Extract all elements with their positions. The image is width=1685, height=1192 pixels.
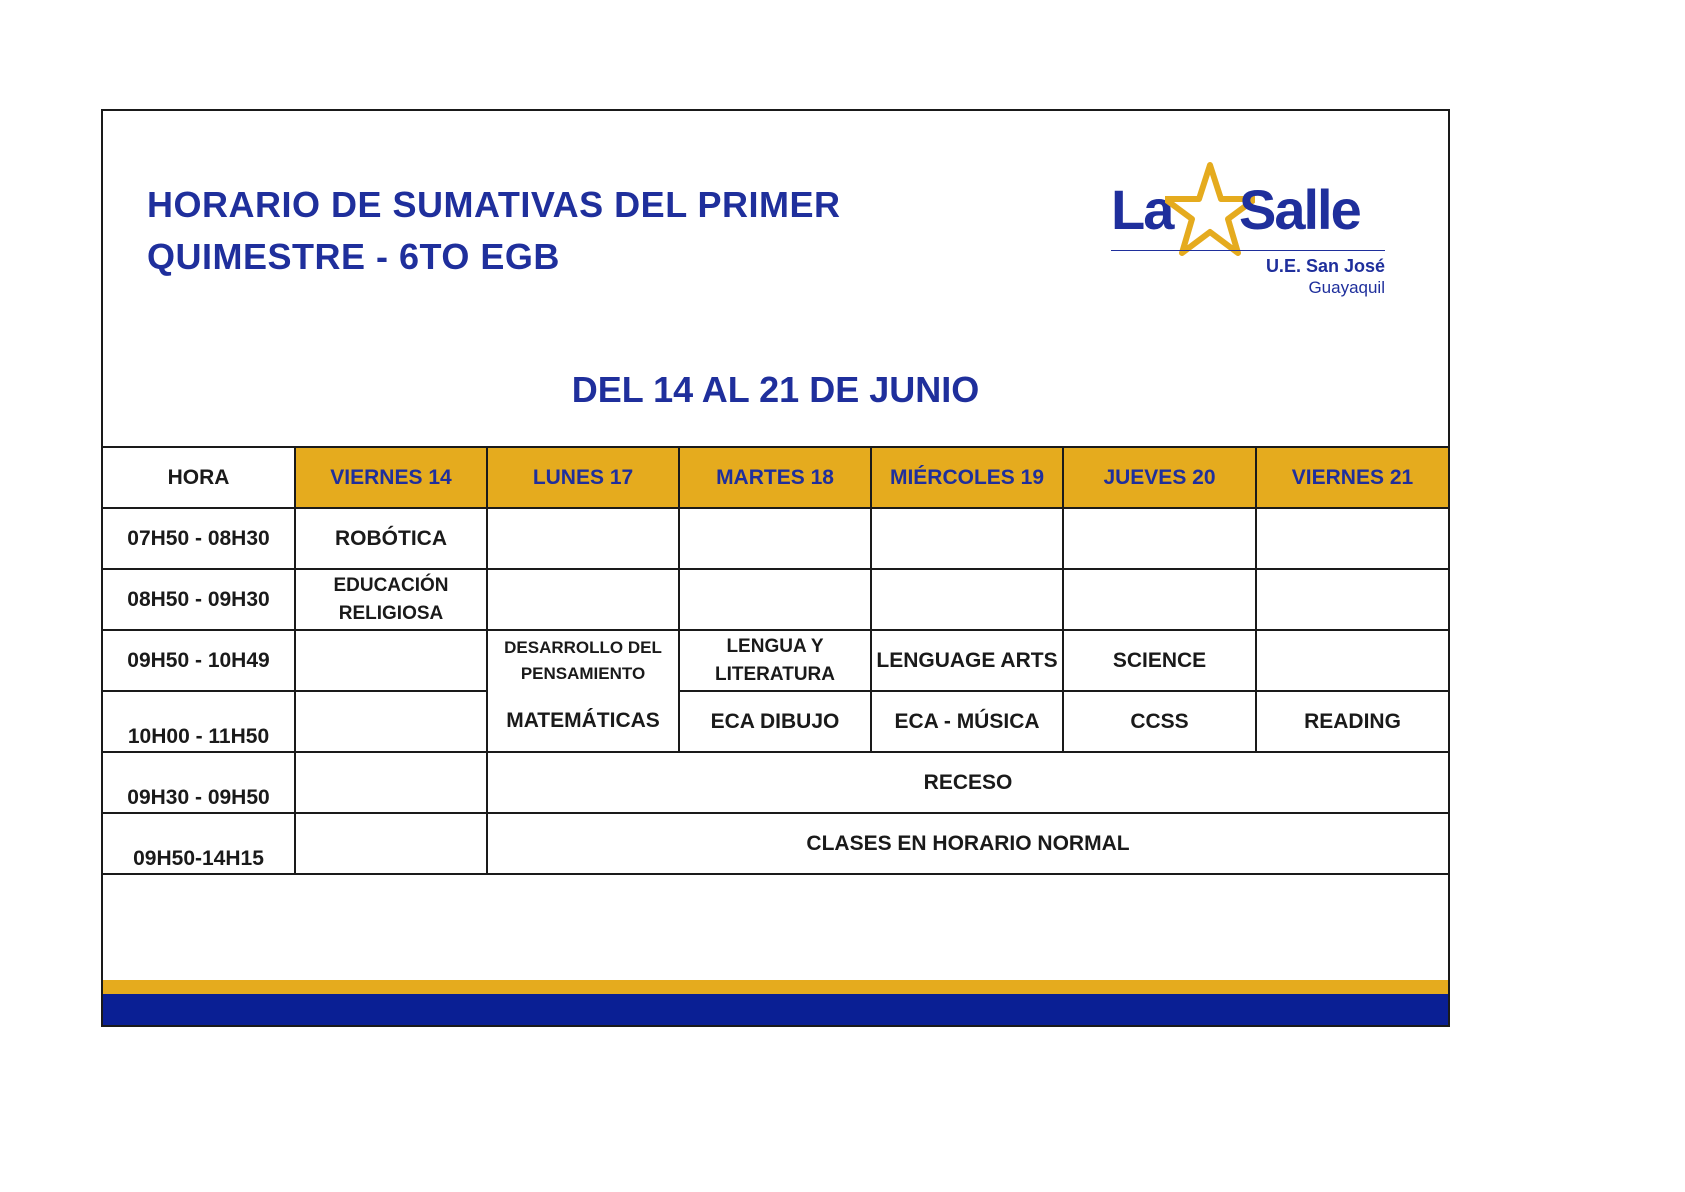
- header-row: [103, 447, 1448, 508]
- logo-brand-right: Salle: [1239, 178, 1360, 241]
- table-row: [103, 691, 1448, 752]
- subject-cell: [871, 508, 1063, 569]
- hora-header: HORA: [103, 447, 295, 508]
- time-cell: 10H00 - 11H50: [103, 691, 295, 752]
- day-header: LUNES 17: [487, 447, 679, 508]
- subject-cell: [1256, 630, 1448, 691]
- time-cell: 08H50 - 09H30: [103, 569, 295, 630]
- logo-divider: [1111, 250, 1385, 251]
- table-row: [103, 508, 1448, 569]
- normal-classes-cell: CLASES EN HORARIO NORMAL: [487, 813, 1448, 874]
- subject-cell: [871, 569, 1063, 630]
- table-row: [103, 752, 1448, 813]
- subject-cell: [679, 569, 871, 630]
- la-salle-logo: [1105, 159, 1385, 309]
- subject-cell: MATEMÁTICAS: [487, 691, 679, 752]
- table-row: [103, 813, 1448, 874]
- subject-cell: DESARROLLO DEL PENSAMIENTO: [487, 630, 679, 691]
- time-cell: 09H50-14H15: [103, 813, 295, 874]
- subject-cell: [295, 813, 487, 874]
- title-line-1: HORARIO DE SUMATIVAS DEL PRIMER: [147, 184, 841, 225]
- table-row: [103, 630, 1448, 691]
- subject-cell: [487, 569, 679, 630]
- logo-city: Guayaquil: [1308, 278, 1385, 297]
- schedule-sheet: [101, 109, 1450, 1027]
- subject-cell: [1256, 508, 1448, 569]
- day-header: MARTES 18: [679, 447, 871, 508]
- subject-cell: ROBÓTICA: [295, 508, 487, 569]
- date-range: DEL 14 AL 21 DE JUNIO: [571, 369, 980, 410]
- time-cell: 09H50 - 10H49: [103, 630, 295, 691]
- subject-cell: [1256, 569, 1448, 630]
- footer-gold-band: [103, 980, 1448, 994]
- subject-cell: [295, 752, 487, 813]
- subject-cell: ECA - MÚSICA: [871, 691, 1063, 752]
- subject-cell: [487, 508, 679, 569]
- schedule-table: [103, 446, 1448, 875]
- day-header: VIERNES 21: [1256, 447, 1448, 508]
- subject-cell: READING: [1256, 691, 1448, 752]
- subject-cell: [679, 508, 871, 569]
- day-header: VIERNES 14: [295, 447, 487, 508]
- subject-cell: ECA DIBUJO: [679, 691, 871, 752]
- break-cell: RECESO: [487, 752, 1448, 813]
- day-header: MIÉRCOLES 19: [871, 447, 1063, 508]
- time-cell: 07H50 - 08H30: [103, 508, 295, 569]
- time-cell: 09H30 - 09H50: [103, 752, 295, 813]
- table-row: [103, 569, 1448, 630]
- subject-cell: [1063, 508, 1256, 569]
- subject-cell: [295, 691, 487, 752]
- subject-cell: LENGUA Y LITERATURA: [679, 630, 871, 691]
- subject-cell: [295, 630, 487, 691]
- logo-brand-left: La: [1111, 178, 1173, 241]
- subject-cell: EDUCACIÓN RELIGIOSA: [295, 569, 487, 630]
- subject-cell: SCIENCE: [1063, 630, 1256, 691]
- footer-blue-band: [103, 994, 1448, 1025]
- subject-cell: LENGUAGE ARTS: [871, 630, 1063, 691]
- subject-cell: [1063, 569, 1256, 630]
- day-header: JUEVES 20: [1063, 447, 1256, 508]
- page-title: [147, 179, 841, 283]
- subject-cell: CCSS: [1063, 691, 1256, 752]
- title-line-2: QUIMESTRE - 6TO EGB: [147, 236, 560, 277]
- logo-school: U.E. San José: [1265, 256, 1385, 276]
